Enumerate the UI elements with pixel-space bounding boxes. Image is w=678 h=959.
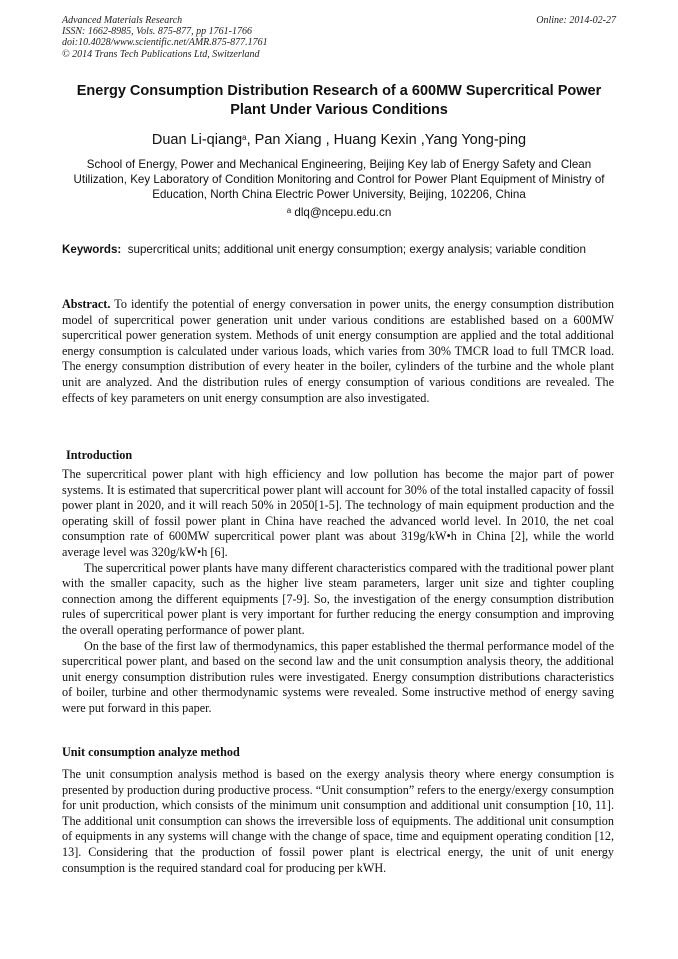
- unit-method-body: [62, 767, 614, 876]
- copyright-line: © 2014 Trans Tech Publications Ltd, Switzerland: [62, 48, 260, 60]
- other-authors: , Pan Xiang , Huang Kexin ,Yang Yong-ping: [246, 132, 527, 148]
- intro-paragraph-3: On the base of the first law of thermodynamics, this paper established the thermal performance model of the supercritical power plant, and based on the second law and the unit consumption analysis theory, the additional unit energy consumption distribution rules were investigated. Energy consumption distributions characteristics of boiler, turbine and other thermodynamic systems were revealed. Some instructive method of energy saving were put forward in this paper.: [62, 638, 614, 715]
- unit-method-paragraph: The unit consumption analysis method is based on the exergy analysis theory where energy consumption is presented by production during productive process. “Unit consumption” refers to the energy/exergy consumption for unit production, which consists of the minimum unit consumption and additional unit consumption [10, 11]. The additional unit consumption can shows the irreversible loss of equipments. The additional unit consumption of equipments in any systems will change with the change of space, time and equipment operating condition [12, 13]. Considering that the production of fossil power plant is electrical energy, the unit of unit energy consumption is the required standard coal for producing per kWH.: [62, 767, 614, 875]
- abstract: [62, 297, 614, 406]
- online-date: Online: 2014-02-27: [536, 15, 616, 26]
- first-author-mark: a: [242, 133, 247, 142]
- affiliation: School of Energy, Power and Mechanical Engineering, Beijing Key lab of Energy Safety and Clean Utilization, Key Laboratory of Condition Monitoring and Control for Power Plant Equipment of Ministry of Education, North China Electric Power University, Beijing, 102206, China: [73, 158, 605, 202]
- abstract-text: To identify the potential of energy conversation in power units, the energy consumption distribution model of supercritical power generation unit under various conditions are established based on a 600MW supercritical power generation system. Methods of unit energy consumption are applied and the total additional energy consumption is calculated under various loads, which varies from 30% TMCR load to full TMCR load. The energy consumption distribution of every heater in the boiler, cylinders of the turbine and the whole plant unit are analyzed. And the distribution rules of energy consumption of various conditions are revealed. The effects of key parameters on unit energy consumption are also investigated.: [62, 297, 614, 405]
- email-line: [62, 206, 616, 220]
- abstract-label: Abstract.: [62, 297, 111, 311]
- first-author: Duan Li-qiang: [151, 132, 243, 148]
- intro-paragraph-1: The supercritical power plant with high efficiency and low pollution has become the major part of power systems. It is estimated that supercritical power plant will account for 30% of the total installed capacity of fossil power plant in 2020, and it will reach 50% in 2050[1-5]. The technology of main equipment production and the operating skill of fossil power plant in China have reached the advanced world level. In 2010, the net coal consumption rate of 600MW supercritical power plant was about 319g/kW•h in China [2], while the world average level was 320g/kW•h [6].: [62, 467, 614, 559]
- unit-method-heading: Unit consumption analyze method: [62, 745, 240, 759]
- keywords: [62, 243, 614, 258]
- author-list: [62, 131, 616, 149]
- keywords-text: supercritical units; additional unit energy consumption; exergy analysis; variable condition: [127, 243, 586, 256]
- email-address: dlq@ncepu.edu.cn: [294, 206, 392, 219]
- journal-header: [62, 15, 616, 60]
- introduction-body: [62, 467, 614, 717]
- doi-line: doi:10.4028/www.scientific.net/AMR.875-877.1761: [62, 37, 268, 49]
- keywords-label: Keywords:: [62, 243, 122, 256]
- intro-paragraph-2: The supercritical power plants have many different characteristics compared with the traditional power plant with the smaller capacity, such as the higher live steam parameters, larger unit size and tighter coupling connection among the different equipments [7-9]. So, the investigation of the energy consumption distribution rules of supercritical power plant is very important for further reducing the energy consumption and improving the overall operating performance of power plant.: [62, 560, 614, 637]
- paper-title: Energy Consumption Distribution Research of a 600MW Supercritical Power Plant Under Various Conditions: [76, 83, 602, 118]
- email-mark: a: [286, 206, 292, 215]
- introduction-heading: Introduction: [66, 448, 133, 462]
- journal-name: Advanced Materials Research: [62, 15, 183, 26]
- issn-line: ISSN: 1662-8985, Vols. 875-877, pp 1761-1766: [62, 26, 252, 38]
